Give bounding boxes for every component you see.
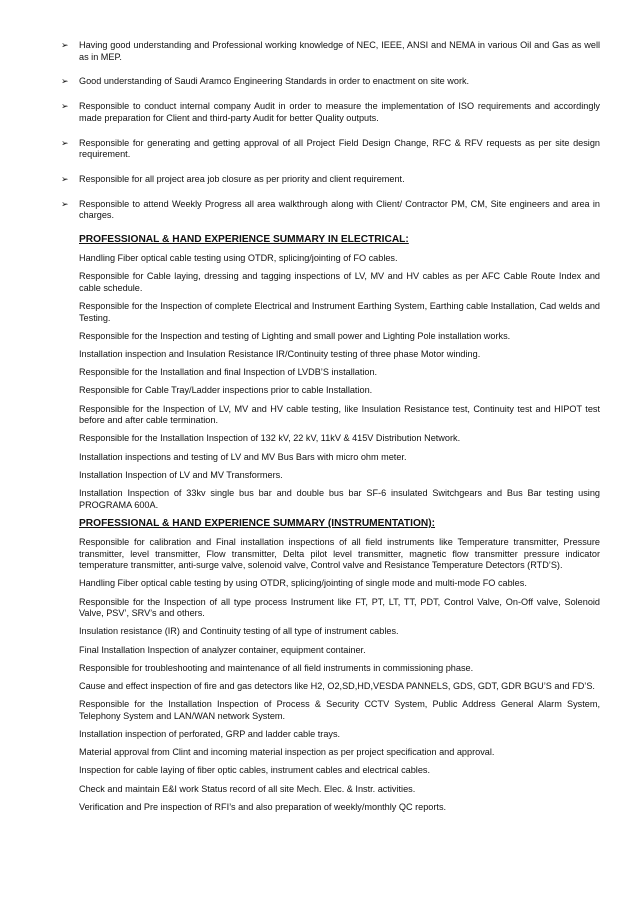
electrical-item: Installation Inspection of LV and MV Transformers. [79,469,283,480]
arrow-bullet-icon: ➢ [61,40,69,50]
instrumentation-item: Verification and Pre inspection of RFI’s and also preparation of weekly/monthly QC reports. [79,801,447,812]
bullet-text: Responsible to conduct internal company Audit in order to measure the implementation of ISO requirements and accordingly made preparation for Client and third-party Audit for better Quality outputs. [79,101,600,123]
electrical-item: Responsible for the Installation and final Inspection of LVDB’S installation. [79,367,378,378]
electrical-item: Installation Inspection of 33kv single bus bar and double bus bar SF-6 insulated Switchgears and Bus Bar testing using PROGRAMA 600A. [79,487,600,510]
instrumentation-item: Responsible for troubleshooting and maintenance of all field instruments in commissioning phase. [79,662,474,673]
electrical-item: Responsible for the Installation Inspection of 132 kV, 22 kV, 11kV & 415V Distribution Network. [79,433,461,444]
instrumentation-item: Responsible for calibration and Final installation inspections of all field instruments like Temperature transmitter, Pressure transmitter, level transmitter, Flow transmitter, Delta pilot level transmitter, magnetic flow transmitter pressure indicator temperature transmitter, anti-surge valve, solenoid valve, Control valve and Resistance Temperature Detectors (RTD’S). [79,537,600,571]
electrical-item: Installation inspection and Insulation Resistance IR/Continuity testing of three phase Motor winding. [79,349,481,359]
electrical-item: Handling Fiber optical cable testing using OTDR, splicing/jointing of FO cables. [79,253,398,264]
instrumentation-item: Cause and effect inspection of fire and gas detectors like H2, O2,SD,HD,VESDA PANNELS, GDS, GDT, GDR BGU’S and FD’S. [79,681,595,691]
instrumentation-item: Installation inspection of perforated, GRP and ladder cable trays. [79,728,341,739]
instrumentation-item: Responsible for the Inspection of all type process Instrument like FT, PT, LT, TT, PDT, Control Valve, On-Off valve, Solenoid Valve, PSV’, SRV’s and others. [79,596,600,619]
instrumentation-item: Inspection for cable laying of fiber optic cables, instrument cables and electrical cables. [79,765,430,776]
bullet-item [0,76,600,88]
bullet-text: Responsible for all project area job closure as per priority and client requirement. [79,173,405,184]
arrow-bullet-icon: ➢ [61,173,69,184]
bullet-item [0,101,600,124]
electrical-item: Responsible for Cable Tray/Ladder inspections prior to cable Installation. [79,385,373,396]
instrumentation-item: Handling Fiber optical cable testing by using OTDR, splicing/jointing of single mode and multi-mode FO cables. [79,578,527,589]
bullet-list [0,40,600,222]
instrumentation-item: Material approval from Clint and incoming material inspection as per project specification and approval. [79,747,495,758]
instrumentation-item: Responsible for the Installation Inspection of Process & Security CCTV System, Public Address General Alarm System, Telephony System and LAN/WAN network System. [79,699,600,721]
bullet-text: Having good understanding and Professional working knowledge of NEC, IEEE, ANSI and NEMA in various Oil and Gas as well as in MEP. [79,40,600,62]
bullet-item [0,40,600,63]
arrow-bullet-icon: ➢ [61,198,69,209]
bullet-item [0,138,600,161]
instrumentation-section [0,518,600,813]
arrow-bullet-icon: ➢ [61,137,69,148]
arrow-bullet-icon: ➢ [61,76,69,87]
instrumentation-item: Final Installation Inspection of analyzer container, equipment container. [79,644,366,655]
electrical-item: Responsible for Cable laying, dressing and tagging inspections of LV, MV and HV cables as per AFC Cable Route Index and cable schedule. [79,271,600,293]
instrumentation-heading: PROFESSIONAL & HAND EXPERIENCE SUMMARY (INSTRUMENTATION): [79,518,436,530]
electrical-item: Responsible for the Inspection of complete Electrical and Instrument Earthing System, Earthing cable Installation, Cad welds and Testing. [79,301,600,323]
arrow-bullet-icon: ➢ [61,101,69,112]
bullet-text: Responsible to attend Weekly Progress all area walkthrough along with Client/ Contractor PM, CM, Site engineers and area in charges. [79,198,600,221]
electrical-section [0,234,600,511]
instrumentation-item: Insulation resistance (IR) and Continuity testing of all type of instrument cables. [79,626,399,637]
instrumentation-item: Check and maintain E&I work Status record of all site Mech. Elec. & Instr. activities. [79,783,416,794]
bullet-item [0,174,600,186]
electrical-item: Responsible for the Inspection of LV, MV and HV cable testing, like Insulation Resistance test, Continuity test and HIPOT test before and after cable termination. [79,403,600,426]
electrical-item: Installation inspections and testing of LV and MV Bus Bars with micro ohm meter. [79,451,407,462]
bullet-text: Responsible for generating and getting approval of all Project Field Design Change, RFC & RFV requests as per site design requirement. [79,137,600,160]
bullet-text: Good understanding of Saudi Aramco Engineering Standards in order to enactment on site work. [79,76,470,87]
bullet-item [0,199,600,222]
electrical-heading: PROFESSIONAL & HAND EXPERIENCE SUMMARY IN ELECTRICAL: [79,234,409,246]
electrical-item: Responsible for the Inspection and testing of Lighting and small power and Lighting Pole installation works. [79,330,511,341]
